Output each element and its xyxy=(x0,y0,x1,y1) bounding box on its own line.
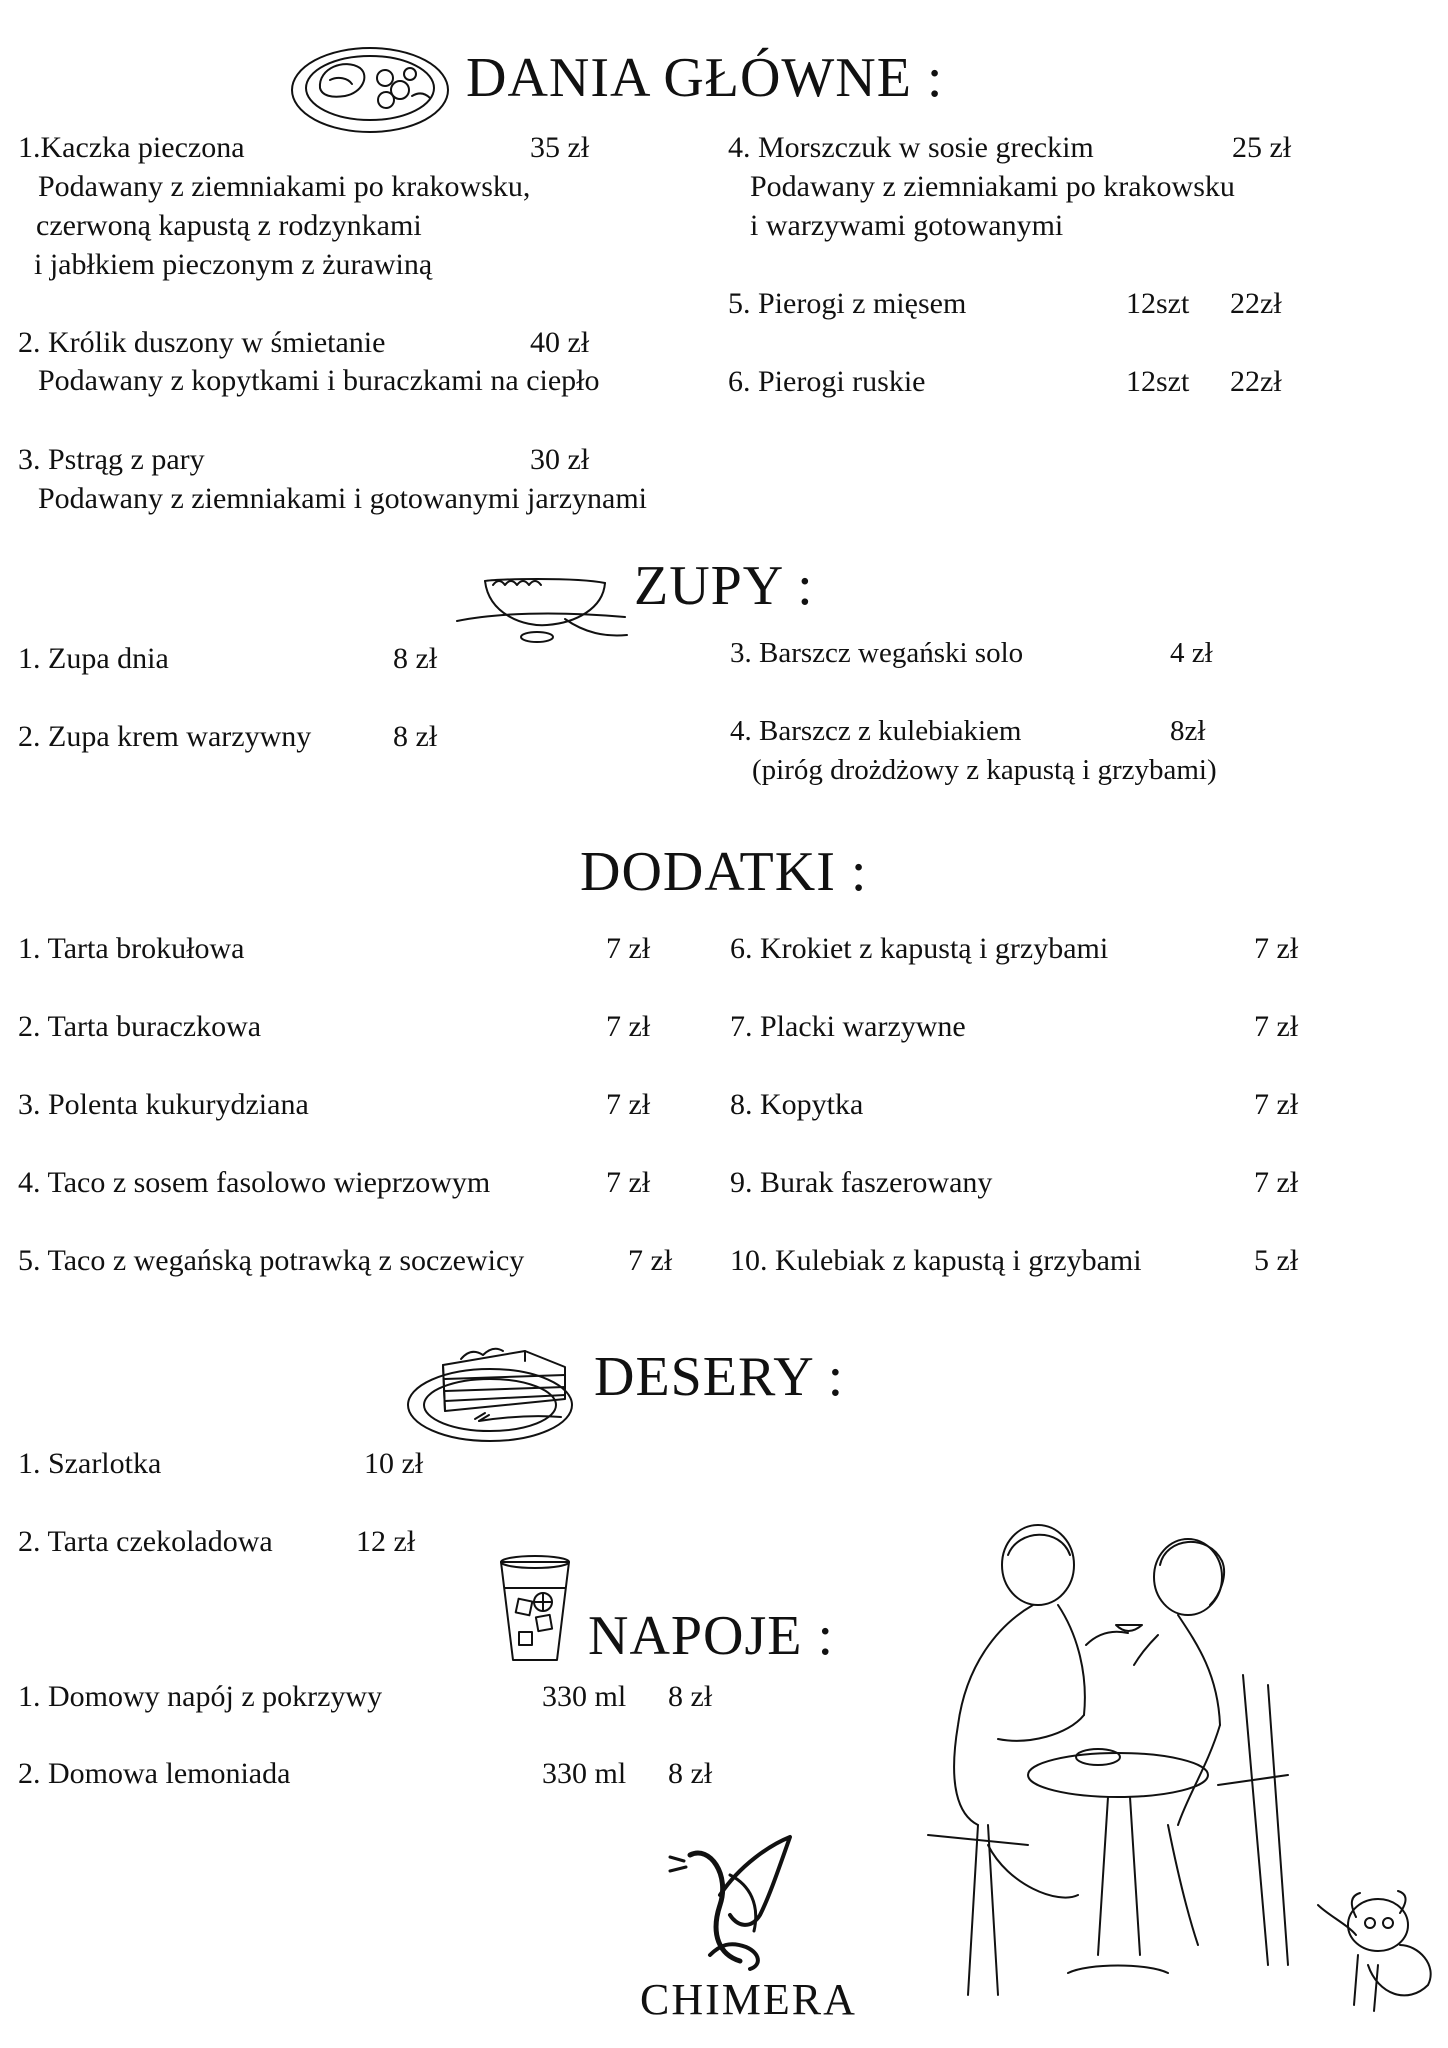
menu-item-name: 1.Kaczka pieczona xyxy=(18,131,245,164)
menu-item-price: 12 zł xyxy=(356,1525,416,1558)
menu-item-price: 7 zł xyxy=(628,1244,673,1277)
drink-glass-icon xyxy=(495,1552,575,1672)
section-heading-desserts: DESERY : xyxy=(594,1346,845,1408)
menu-item-name: 4. Morszczuk w sosie greckim xyxy=(728,131,1094,164)
menu-item-name: 3. Barszcz wegański solo xyxy=(730,637,1024,669)
menu-item-price: 30 zł xyxy=(530,443,590,476)
cafe-couple-illustration xyxy=(848,1525,1448,2025)
menu-item-price: 7 zł xyxy=(606,1010,651,1043)
menu-item-name: 1. Szarlotka xyxy=(18,1447,162,1480)
menu-item-price: 7 zł xyxy=(1254,1166,1299,1199)
brand-name: CHIMERA xyxy=(640,1975,857,2024)
cake-slice-icon xyxy=(405,1325,585,1445)
menu-item-name: 4. Taco z sosem fasolowo wieprzowym xyxy=(18,1166,491,1199)
menu-item-price: 5 zł xyxy=(1254,1244,1299,1277)
menu-item-price: 7 zł xyxy=(606,1088,651,1121)
menu-item-desc: Podawany z ziemniakami i gotowanymi jarzynami xyxy=(38,482,647,515)
menu-item-note: (piróg drożdżowy z kapustą i grzybami) xyxy=(752,754,1217,786)
menu-item-price: 25 zł xyxy=(1232,131,1292,164)
menu-item-price: 35 zł xyxy=(530,131,590,164)
menu-item-qty: 12szt xyxy=(1126,365,1190,398)
menu-item-desc: Podawany z kopytkami i buraczkami na ciepło xyxy=(38,364,600,397)
menu-item-name: 5. Pierogi z mięsem xyxy=(728,287,967,320)
section-heading-main: DANIA GŁÓWNE : xyxy=(466,47,944,109)
menu-item-price: 22zł xyxy=(1230,365,1282,398)
menu-item-name: 2. Zupa krem warzywny xyxy=(18,720,312,753)
menu-item-price: 8 zł xyxy=(393,642,438,675)
soup-bowl-icon xyxy=(455,555,635,645)
section-heading-drinks: NAPOJE : xyxy=(588,1605,835,1667)
section-heading-soups: ZUPY : xyxy=(634,555,814,617)
menu-item-name: 9. Burak faszerowany xyxy=(730,1166,993,1199)
menu-item-name: 1. Domowy napój z pokrzywy xyxy=(18,1680,383,1713)
menu-item-volume: 330 ml xyxy=(542,1757,627,1790)
menu-item-price: 8 zł xyxy=(668,1680,713,1713)
menu-item-name: 1. Tarta brokułowa xyxy=(18,932,245,965)
menu-item-price: 7 zł xyxy=(1254,1088,1299,1121)
menu-item-name: 3. Pstrąg z pary xyxy=(18,443,205,476)
menu-item-price: 40 zł xyxy=(530,326,590,359)
menu-item-name: 2. Królik duszony w śmietanie xyxy=(18,326,386,359)
menu-item-desc: Podawany z ziemniakami po krakowsku xyxy=(750,170,1235,203)
dragon-logo-icon xyxy=(650,1835,810,1975)
menu-item-price: 7 zł xyxy=(606,1166,651,1199)
menu-item-price: 8zł xyxy=(1170,715,1206,747)
menu-item-name: 8. Kopytka xyxy=(730,1088,864,1121)
plate-of-food-icon xyxy=(290,38,460,138)
menu-item-name: 2. Domowa lemoniada xyxy=(18,1757,291,1790)
menu-item-name: 2. Tarta czekoladowa xyxy=(18,1525,273,1558)
section-heading-sides: DODATKI : xyxy=(580,841,868,903)
menu-item-price: 7 zł xyxy=(1254,1010,1299,1043)
menu-item-name: 10. Kulebiak z kapustą i grzybami xyxy=(730,1244,1142,1277)
menu-item-price: 7 zł xyxy=(1254,932,1299,965)
menu-item-name: 2. Tarta buraczkowa xyxy=(18,1010,262,1043)
menu-item-name: 3. Polenta kukurydziana xyxy=(18,1088,309,1121)
menu-item-name: 6. Pierogi ruskie xyxy=(728,365,926,398)
menu-item-desc: i jabłkiem pieczonym z żurawiną xyxy=(34,248,433,281)
menu-item-price: 4 zł xyxy=(1170,637,1213,669)
menu-item-name: 7. Placki warzywne xyxy=(730,1010,966,1043)
menu-item-price: 22zł xyxy=(1230,287,1282,320)
menu-item-price: 8 zł xyxy=(393,720,438,753)
menu-item-price: 10 zł xyxy=(364,1447,424,1480)
menu-item-name: 1. Zupa dnia xyxy=(18,642,169,675)
menu-item-desc: i warzywami gotowanymi xyxy=(750,209,1064,242)
menu-item-price: 7 zł xyxy=(606,932,651,965)
menu-item-name: 4. Barszcz z kulebiakiem xyxy=(730,715,1022,747)
menu-item-desc: Podawany z ziemniakami po krakowsku, xyxy=(38,170,531,203)
menu-item-desc: czerwoną kapustą z rodzynkami xyxy=(36,209,422,242)
menu-item-volume: 330 ml xyxy=(542,1680,627,1713)
menu-item-price: 8 zł xyxy=(668,1757,713,1790)
menu-item-name: 5. Taco z wegańską potrawką z soczewicy xyxy=(18,1244,525,1277)
menu-item-name: 6. Krokiet z kapustą i grzybami xyxy=(730,932,1109,965)
menu-item-qty: 12szt xyxy=(1126,287,1190,320)
